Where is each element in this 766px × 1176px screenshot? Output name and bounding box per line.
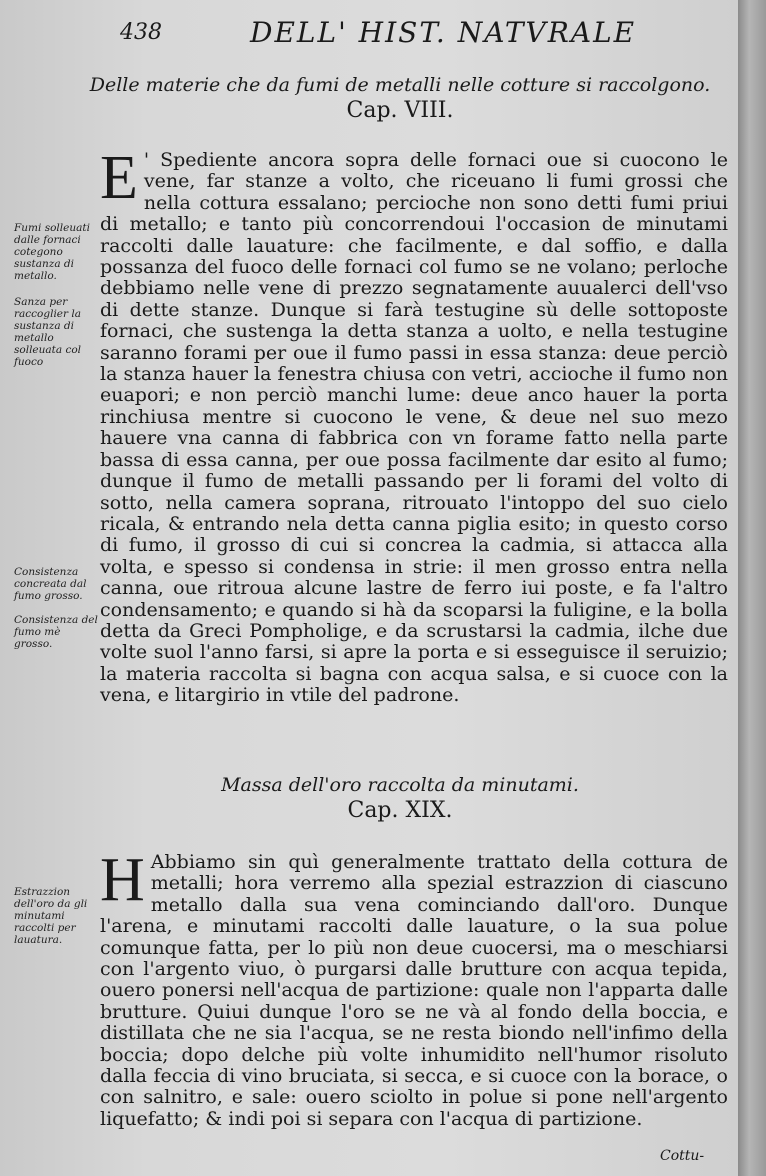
chapter-2-body	[100, 846, 728, 1130]
chapter-heading-2	[60, 774, 740, 823]
chapter-heading-1	[60, 74, 740, 123]
page-header	[120, 14, 720, 50]
chapter-1-body	[100, 144, 728, 707]
chapter-title: Delle materie che da fumi de metalli nelle cotture si raccolgono.	[89, 74, 711, 96]
paragraph: Abbiamo sin quì generalmente trattato della cottura de metalli; hora verremo alla spezial estrazzion di ciascuno metallo dalla sua vena cominciando dall'oro. Dunque l'arena, e minutami raccolti dalle lauature, o la sua polue comunque fatta, per lo più non deue cuocersi, ma o meschiarsi con l'argento viuo, ò purgarsi dalle brutture con acqua tepida, ouero ponersi nell'acqua de partizione: quale non l'apparta dalle brutture. Quiui dunque l'oro se ne và al fondo della boccia, e distillata che ne sia l'acqua, se ne resta biondo nell'infimo della boccia; dopo delche più volte inhumidito nell'humor risoluto dalla feccia di vino bruciata, si secca, e si cuoce con la borace, o con salnitro, e sale: ouero sciolto in polue si pone nell'argento liquefatto; & indi poi si separa con l'acqua di partizione.	[100, 851, 728, 1130]
marginal-note: Fumi solleuati dalle fornaci cotegono sustanza di metallo.	[14, 222, 90, 282]
marginal-note: Estrazzion dell'oro da gli minutami raccolti per lauatura.	[14, 886, 88, 946]
marginal-note: Consistenza del fumo mè grosso.	[14, 614, 98, 650]
catchword: Cottu-	[660, 1148, 705, 1164]
chapter-number: Cap. XIX.	[347, 798, 453, 823]
marginal-note: Consistenza concreata dal fumo grosso.	[14, 566, 87, 602]
marginal-note: Sanza per raccoglier la sustanza di metallo solleuata col fuoco	[14, 296, 82, 368]
chapter-number: Cap. VIII.	[346, 98, 454, 123]
drop-cap: E	[100, 144, 138, 212]
drop-cap: H	[100, 846, 145, 914]
chapter-title: Massa dell'oro raccolta da minutami.	[221, 774, 579, 796]
page-edge	[738, 0, 766, 1176]
page-number: 438	[120, 20, 162, 45]
running-title: DELL' HIST. NATVRALE	[250, 16, 637, 49]
paragraph: ' Spediente ancora sopra delle fornaci oue si cuocono le vene, far stanze a volto, che riceuano li fumi grossi che nella cottura essalano; percioche non sono detti fumi priui di metallo; e tanto più concorrendoui l'occasion de minutami raccolti dalle lauature: che facilmente, e dal soffio, e dalla possanza del fuoco delle fornaci col fumo se ne volano; perloche debbiamo nelle vene di prezzo segnatamente auualerci dell'vso di dette stanze. Dunque si farà testugine sù delle sottoposte fornaci, che sustenga la detta stanza a uolto, e nella testugine saranno forami per oue il fumo passi in essa stanza: deue perciò la stanza hauer la fenestra chiusa con vetri, accioche il fumo non euapori; e non perciò manchi lume: deue anco hauer la porta rinchiusa mentre si cuocono le vene, & deue nel suo mezo hauere vna canna di fabbrica con vn forame fatto nella parte bassa di essa canna, per oue possa facilmente dar esito al fumo; dunque il fumo de metalli passando per li forami del volto di sotto, nella camera soprana, ritrouato l'intoppo del suo cielo ricala, & entrando nela detta canna piglia esito; in questo corso di fumo, il grosso di cui si concrea la cadmia, si attacca alla volta, e spesso si condensa in strie: il men grosso entra nella canna, oue ritroua alcune lastre de ferro iui poste, e fa l'altro condensamento; e quando si hà da scoparsi la fuligine, e la bolla detta da Greci Pompholige, e da scrustarsi la cadmia, ilche due volte suol l'anno farsi, si apre la porta e si esseguisce il seruizio; la materia raccolta si bagna con acqua salsa, e si cuoce con la vena, e litargirio in vtile del padrone.	[100, 149, 728, 707]
